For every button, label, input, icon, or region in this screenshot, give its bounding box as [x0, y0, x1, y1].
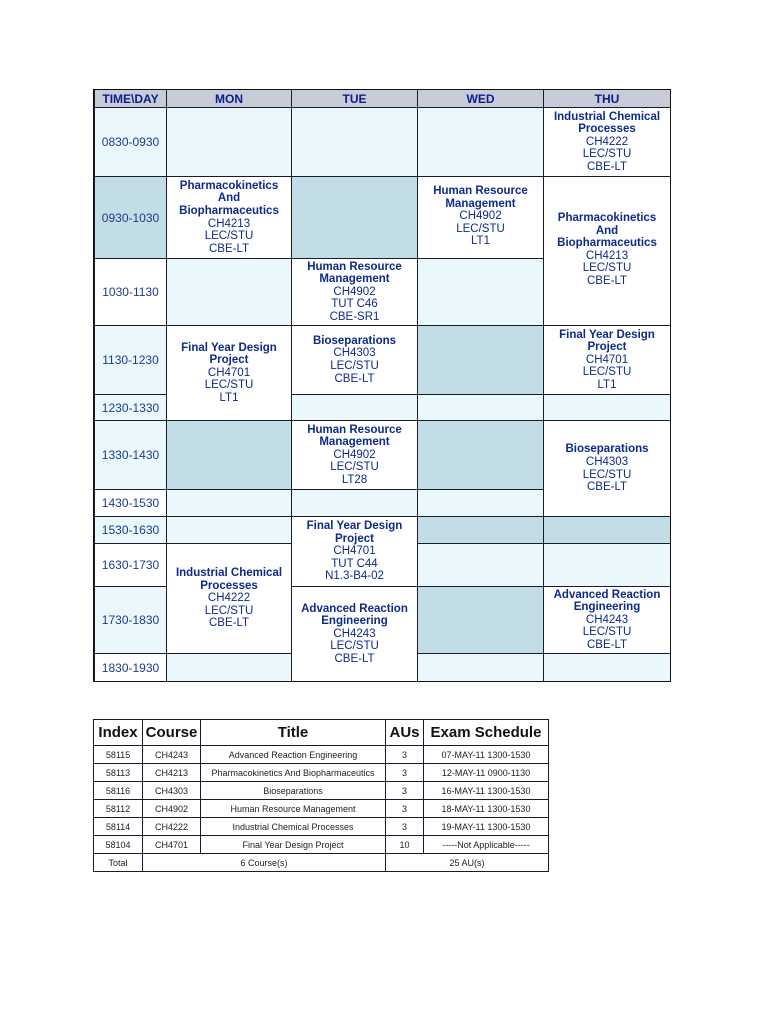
aus-cell: 3	[386, 818, 424, 836]
time-slot	[94, 258, 167, 326]
empty-slot	[417, 586, 544, 654]
course-block-thu-0930[interactable]	[543, 176, 671, 326]
title-cell: Final Year Design Project	[201, 836, 386, 854]
time-slot	[94, 176, 167, 259]
empty-slot	[291, 176, 418, 259]
aus-cell: 3	[386, 764, 424, 782]
aus-cell: 3	[386, 782, 424, 800]
course-venue: CBE-LT	[208, 242, 250, 255]
time-label: 1630-1730	[101, 558, 160, 572]
course-venue: CBE-LT	[334, 652, 375, 665]
course-type: LEC/STU	[582, 626, 632, 639]
course-code: CH4902	[333, 285, 376, 298]
exam-cell: 12-MAY-11 0900-1130	[424, 764, 549, 782]
course-title-line: Project	[587, 341, 627, 354]
empty-slot	[417, 420, 544, 490]
aus-cell: 10	[386, 836, 424, 854]
course-venue: LT28	[341, 473, 368, 486]
course-title-line: Industrial Chemical	[175, 567, 283, 580]
header-thu	[543, 89, 671, 108]
header-index: Index	[94, 720, 143, 746]
course-venue: CBE-SR1	[329, 310, 380, 323]
time-label: 0930-1030	[101, 210, 160, 225]
time-label: 1830-1930	[101, 660, 160, 675]
exam-cell: 18-MAY-11 1300-1530	[424, 800, 549, 818]
course-type: LEC/STU	[456, 222, 505, 235]
empty-slot	[417, 325, 544, 395]
index-cell: 58116	[94, 782, 143, 800]
course-code: CH4303	[585, 455, 629, 468]
course-venue: CBE-LT	[586, 274, 628, 287]
title-cell: Advanced Reaction Engineering	[201, 746, 386, 764]
course-title-line: Project	[335, 532, 374, 545]
course-title-line: And	[595, 224, 619, 237]
course-venue: LT1	[471, 235, 490, 248]
total-aus: 25 AU(s)	[386, 854, 549, 872]
time-label: 0830-0930	[101, 135, 160, 149]
course-title-line: Pharmacokinetics	[557, 212, 657, 224]
empty-slot	[543, 653, 671, 682]
course-title-line: Biopharmaceutics	[557, 237, 657, 250]
course-block-thu-1730[interactable]	[543, 586, 671, 654]
course-block-wed-0930[interactable]	[417, 176, 544, 259]
course-cell: CH4213	[143, 764, 201, 782]
course-title-line: And	[217, 192, 241, 205]
title-cell: Pharmacokinetics And Biopharmaceutics	[201, 764, 386, 782]
index-cell: 58104	[94, 836, 143, 854]
course-title-line: Human Resource	[307, 260, 402, 273]
course-block-tue-1730[interactable]	[291, 586, 418, 682]
course-block-tue-1030[interactable]	[291, 258, 418, 326]
course-venue: CBE-LT	[586, 638, 628, 651]
time-slot	[94, 516, 167, 544]
time-slot	[94, 543, 167, 587]
course-venue: CBE-LT	[586, 160, 628, 173]
course-block-thu-0830[interactable]	[543, 107, 671, 177]
course-type: LEC/STU	[582, 262, 632, 275]
course-code: CH4222	[207, 592, 251, 605]
course-block-tue-1330[interactable]	[291, 420, 418, 490]
course-title-line: Final Year Design	[306, 520, 403, 533]
course-type: TUT C44	[331, 557, 378, 570]
header-day-label: THU	[594, 91, 620, 106]
header-corner-label: TIME\DAY	[102, 91, 159, 106]
empty-slot	[417, 543, 544, 587]
course-block-mon-1130[interactable]	[166, 325, 292, 421]
course-title-line: Industrial Chemical	[553, 110, 661, 123]
total-row	[94, 854, 549, 872]
header-title: Title	[201, 720, 386, 746]
exam-cell: -----Not Applicable-----	[424, 836, 549, 854]
header-wed	[417, 89, 544, 108]
title-cell: Industrial Chemical Processes	[201, 818, 386, 836]
header-day-label: TUE	[342, 91, 367, 106]
empty-slot	[291, 107, 418, 177]
course-block-tue-1130[interactable]	[291, 325, 418, 395]
course-block-thu-1130[interactable]	[543, 325, 671, 395]
time-slot	[94, 394, 167, 421]
course-title-line: Advanced Reaction	[553, 588, 661, 601]
table-row	[94, 800, 549, 818]
course-type: LEC/STU	[204, 230, 254, 243]
course-title-line: Final Year Design	[559, 328, 655, 341]
table-row	[94, 836, 549, 854]
empty-slot	[291, 489, 418, 517]
course-title-line: Management	[319, 273, 390, 286]
empty-slot	[166, 653, 292, 682]
empty-slot	[166, 516, 292, 544]
empty-slot	[166, 489, 292, 517]
course-title-line: Processes	[200, 579, 258, 592]
course-title-line: Final Year Design	[181, 341, 277, 354]
summary-header-row	[94, 720, 549, 746]
course-title-line: Bioseparations	[565, 443, 649, 456]
empty-slot	[417, 394, 544, 421]
empty-slot	[166, 420, 292, 490]
time-slot	[94, 325, 167, 395]
course-cell: CH4701	[143, 836, 201, 854]
course-cell: CH4243	[143, 746, 201, 764]
course-code: CH4222	[585, 135, 629, 148]
empty-slot	[166, 258, 292, 326]
header-day-label: MON	[215, 91, 243, 106]
table-row	[94, 782, 549, 800]
table-row	[94, 818, 549, 836]
course-title-line: Processes	[578, 123, 636, 136]
exam-cell: 19-MAY-11 1300-1530	[424, 818, 549, 836]
course-type: LEC/STU	[582, 366, 632, 379]
course-code: CH4243	[585, 613, 629, 626]
total-label: Total	[94, 854, 143, 872]
time-label: 1430-1530	[101, 496, 160, 510]
course-block-tue-1530[interactable]	[291, 516, 418, 587]
course-code: CH4902	[333, 448, 376, 461]
index-cell: 58115	[94, 746, 143, 764]
course-type: LEC/STU	[330, 640, 379, 653]
header-mon	[166, 89, 292, 108]
course-block-mon-0930[interactable]	[166, 176, 292, 259]
course-venue: CBE-LT	[334, 372, 375, 385]
time-slot	[94, 107, 167, 177]
course-code: CH4902	[459, 210, 502, 223]
course-code: CH4303	[333, 347, 376, 360]
course-type: LEC/STU	[330, 461, 379, 474]
course-code: CH4701	[585, 353, 629, 366]
course-venue: LT1	[597, 378, 617, 391]
course-title-line: Management	[445, 197, 516, 210]
course-type: LEC/STU	[204, 604, 254, 617]
header-day-label: WED	[466, 91, 495, 106]
course-title-line: Management	[319, 436, 390, 449]
header-exam-schedule: Exam Schedule	[424, 720, 549, 746]
empty-slot	[543, 543, 671, 587]
table-row	[94, 746, 549, 764]
empty-slot	[543, 516, 671, 544]
course-type: LEC/STU	[204, 379, 254, 392]
course-title-line: Pharmacokinetics	[179, 179, 279, 192]
course-code: CH4243	[333, 627, 376, 640]
index-cell: 58114	[94, 818, 143, 836]
header-tue	[291, 89, 418, 108]
header-course: Course	[143, 720, 201, 746]
empty-slot	[417, 489, 544, 517]
course-title-line: Biopharmaceutics	[179, 204, 279, 217]
course-code: CH4213	[585, 249, 629, 262]
course-type: LEC/STU	[582, 468, 632, 481]
course-summary-table	[93, 719, 549, 872]
course-title-line: Bioseparations	[312, 334, 397, 347]
course-title-line: Engineering	[573, 601, 641, 614]
course-code: CH4701	[207, 366, 251, 379]
course-type: LEC/STU	[330, 360, 379, 372]
header-aus: AUs	[386, 720, 424, 746]
course-title-line: Project	[209, 354, 249, 367]
empty-slot	[291, 394, 418, 421]
course-code: CH4213	[207, 217, 251, 230]
exam-cell: 07-MAY-11 1300-1530	[424, 746, 549, 764]
empty-slot	[166, 107, 292, 177]
course-block-thu-1330[interactable]	[543, 420, 671, 517]
course-venue: N1.3-B4-02	[325, 570, 384, 583]
title-cell: Human Resource Management	[201, 800, 386, 818]
course-cell: CH4902	[143, 800, 201, 818]
header-time-day	[94, 89, 167, 108]
aus-cell: 3	[386, 800, 424, 818]
course-venue: LT1	[219, 391, 239, 404]
empty-slot	[417, 653, 544, 682]
course-title-line: Human Resource	[307, 423, 402, 436]
course-title-line: Engineering	[321, 615, 388, 628]
total-courses: 6 Course(s)	[143, 854, 386, 872]
aus-cell: 3	[386, 746, 424, 764]
course-venue: CBE-LT	[208, 617, 250, 630]
course-title-line: Advanced Reaction	[301, 602, 408, 615]
index-cell: 58112	[94, 800, 143, 818]
time-label: 1030-1130	[102, 285, 159, 299]
course-title-line: Human Resource	[433, 185, 528, 197]
course-block-mon-1630[interactable]	[166, 543, 292, 654]
time-label: 1230-1330	[101, 400, 160, 415]
empty-slot	[543, 394, 671, 421]
time-label: 1730-1830	[101, 613, 160, 627]
title-cell: Bioseparations	[201, 782, 386, 800]
time-label: 1330-1430	[101, 448, 160, 462]
empty-slot	[417, 258, 544, 326]
course-type: TUT C46	[331, 298, 378, 311]
time-slot	[94, 489, 167, 517]
exam-cell: 16-MAY-11 1300-1530	[424, 782, 549, 800]
table-row	[94, 764, 549, 782]
course-code: CH4701	[333, 545, 376, 558]
empty-slot	[417, 516, 544, 544]
time-slot	[94, 420, 167, 490]
index-cell: 58113	[94, 764, 143, 782]
time-slot	[94, 586, 167, 654]
time-label: 1130-1230	[102, 353, 159, 367]
empty-slot	[417, 107, 544, 177]
course-cell: CH4303	[143, 782, 201, 800]
course-type: LEC/STU	[582, 148, 632, 161]
course-cell: CH4222	[143, 818, 201, 836]
time-slot	[94, 653, 167, 682]
time-label: 1530-1630	[101, 523, 160, 537]
course-venue: CBE-LT	[586, 481, 628, 494]
